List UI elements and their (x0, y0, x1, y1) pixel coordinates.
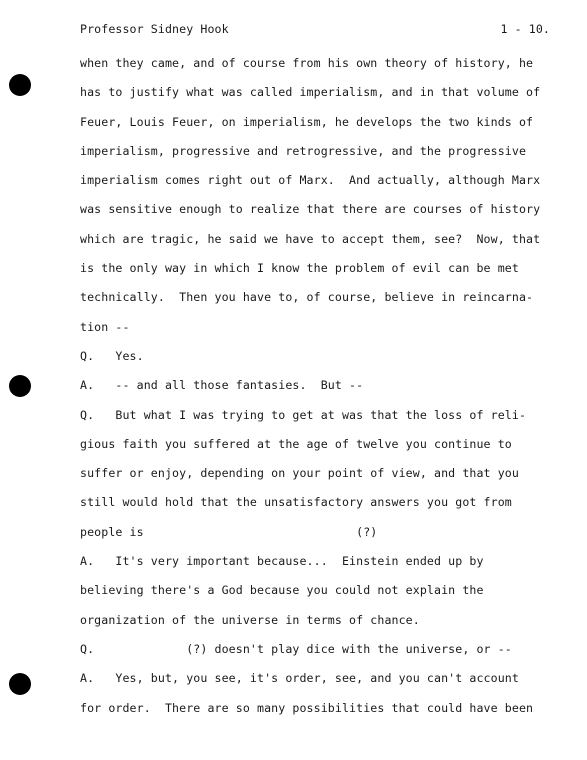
text-line: is the only way in which I know the problem of evil can be met (80, 261, 519, 276)
text-line: gious faith you suffered at the age of twelve you continue to (80, 436, 512, 451)
text-line: A. -- and all those fantasies. But -- (80, 378, 364, 393)
text-line: Q. Yes. (80, 348, 144, 363)
text-line: believing there's a God because you could not explain the (80, 583, 484, 598)
transcript-body (80, 55, 560, 729)
page-header (80, 22, 550, 36)
text-line: imperialism, progressive and retrogressive, and the progressive (80, 143, 527, 158)
text-line: imperialism comes right out of Marx. And actually, although Marx (80, 173, 541, 188)
text-line: Q. But what I was trying to get at was that the loss of reli- (80, 407, 527, 422)
binder-hole (9, 74, 31, 96)
page-number: 1 - 10. (500, 22, 550, 36)
text-line: suffer or enjoy, depending on your point of view, and that you (80, 466, 519, 481)
header-name: Professor Sidney Hook (80, 22, 229, 36)
text-line: tion -- (80, 319, 130, 334)
text-line: organization of the universe in terms of chance. (80, 612, 420, 627)
text-line: for order. There are so many possibilities that could have been (80, 700, 534, 715)
binder-hole (9, 673, 31, 695)
text-line: A. It's very important because... Einstein ended up by (80, 554, 484, 569)
text-line: was sensitive enough to realize that there are courses of history (80, 202, 541, 217)
text-line: Feuer, Louis Feuer, on imperialism, he develops the two kinds of (80, 114, 534, 129)
text-line: Q. (?) doesn't play dice with the universe, or -- (80, 641, 512, 656)
text-line: people is (?) (80, 524, 378, 539)
text-line: technically. Then you have to, of course, believe in reincarna- (80, 290, 534, 305)
text-line: has to justify what was called imperialism, and in that volume of (80, 85, 541, 100)
text-line: A. Yes, but, you see, it's order, see, and you can't account (80, 671, 519, 686)
text-line: which are tragic, he said we have to accept them, see? Now, that (80, 231, 541, 246)
text-line: when they came, and of course from his own theory of history, he (80, 56, 534, 70)
binder-hole (9, 375, 31, 397)
text-line: still would hold that the unsatisfactory answers you got from (80, 495, 512, 510)
